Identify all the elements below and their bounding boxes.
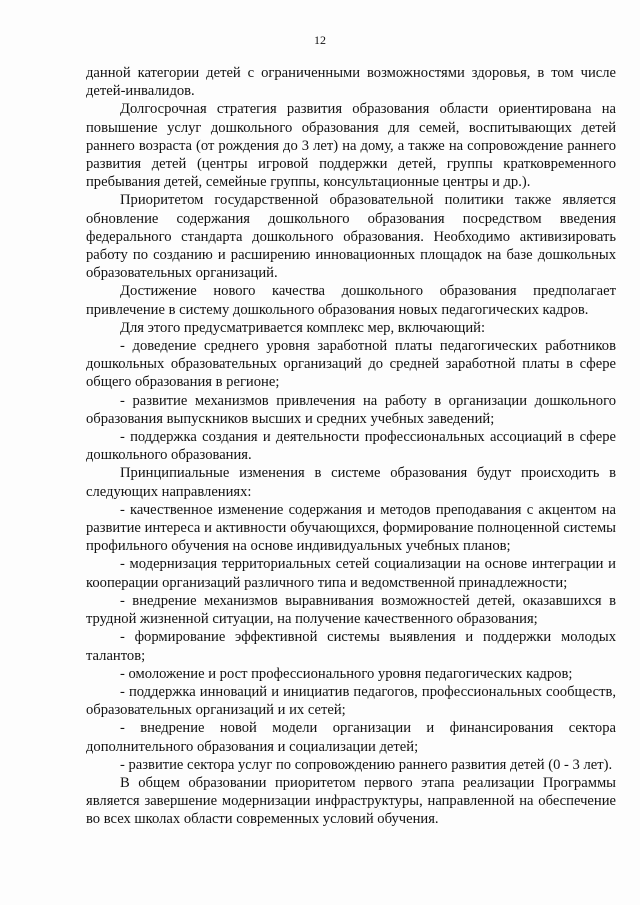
list-item-teaching-staff: - омоложение и рост профессионального уровня педагогических кадров; (120, 665, 573, 682)
paragraph-priority-policy: Приоритетом государственной образовательной политики также является обновление содержания дошкольного образования посредством введения федерального стандарта дошкольного образования. Необходимо активизировать работу по созданию и расширению инновационных площадок на базе дошкольных образовательных организаций. (86, 192, 616, 282)
page-number: 12 (314, 33, 326, 47)
document-body (86, 64, 616, 829)
paragraph-principal-changes: Принципиальные изменения в системе образования будут происходить в следующих направлениях: (86, 465, 616, 500)
list-item-equal-opportunities: - внедрение механизмов выравнивания возможностей детей, оказавшихся в трудной жизненной ситуации, на получение качественного образования; (86, 592, 616, 628)
list-item-graduates: - развитие механизмов привлечения на работу в организации дошкольного образования выпускников высших и средних учебных заведений; (86, 392, 616, 427)
paragraph-strategy: Долгосрочная стратегия развития образования области ориентирована на повышение услуг дошкольного образования для семей, воспитывающих детей раннего возраста (от рождения до 3 лет) на дому, а также на сопровождение раннего развития детей (центры игровой поддержки детей, группы кратковременного пребывания детей, семейные группы, консультационные центры и др.). (86, 101, 616, 191)
list-item-associations: - поддержка создания и деятельности профессиональных ассоциаций в сфере дошкольного образования. (86, 429, 616, 464)
list-item-salary: - доведение среднего уровня заработной платы педагогических работников дошкольных образовательных организаций до средней заработной платы в сфере общего образования в регионе; (86, 338, 616, 391)
list-item-innovations: - поддержка инноваций и инициатив педагогов, профессиональных сообществ, образовательных организаций и их сетей; (86, 683, 616, 719)
paragraph-continuation: данной категории детей с ограниченными возможностями здоровья, в том числе детей-инвалидов. (86, 65, 616, 100)
paragraph-general-education: В общем образовании приоритетом первого этапа реализации Программы является завершение модернизации инфраструктуры, направленной на обеспечение во всех школах области современных условий обучения. (86, 774, 616, 828)
paragraph-measures-intro: Для этого предусматривается комплекс мер, включающий: (120, 319, 486, 336)
list-item-young-talents: - формирование эффективной системы выявления и поддержки молодых талантов; (86, 629, 616, 664)
list-item-socialization-networks: - модернизация территориальных сетей социализации на основе интеграции и кооперации организаций различного типа и ведомственной принадлежности; (86, 556, 616, 591)
list-item-early-development: - развитие сектора услуг по сопровождению раннего развития детей (0 - 3 лет). (120, 756, 613, 773)
paragraph-new-quality: Достижение нового качества дошкольного образования предполагает привлечение в систему дошкольного образования новых педагогических кадров. (86, 283, 616, 318)
list-item-content-methods: - качественное изменение содержания и методов преподавания с акцентом на развитие интереса и активности обучающихся, формирование полноценной системы профильного обучения на основе индивидуальных учебных планов; (86, 501, 616, 555)
list-item-additional-education: - внедрение новой модели организации и финансирования сектора дополнительного образования и социализации детей; (86, 720, 616, 755)
